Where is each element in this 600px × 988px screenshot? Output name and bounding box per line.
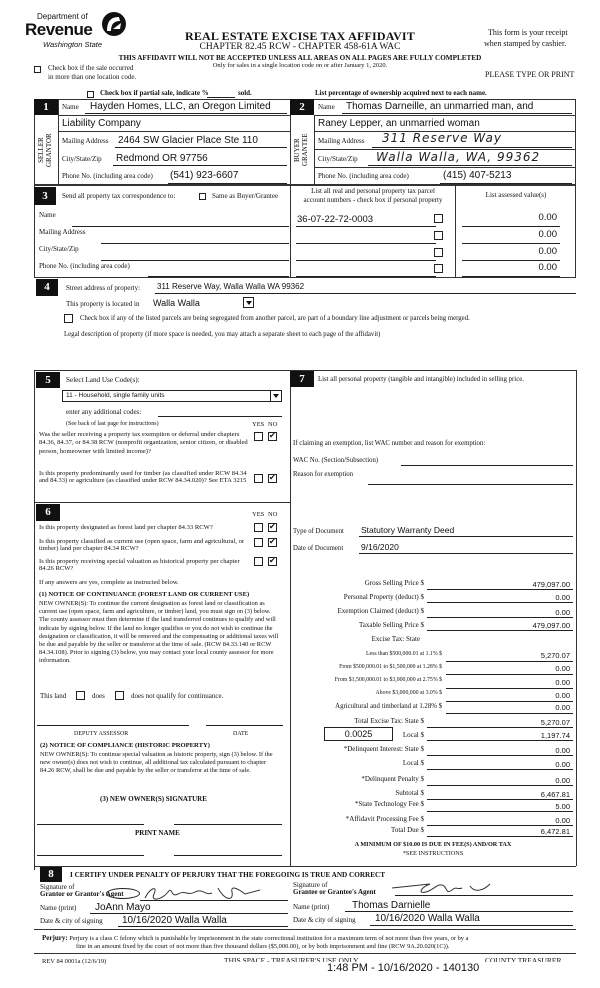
wac-number-label: WAC No. (Section/Subsection)	[293, 457, 379, 464]
agricultural-label: Agricultural and timberland at 1.28% $	[335, 703, 442, 710]
personal-property-deduct-label: Personal Property (deduct) $	[343, 593, 424, 601]
personal-property-deduct-input[interactable]: 0.00	[555, 593, 570, 602]
segregated-parcels-label: Check box if any of the listed parcels are being segregated from another parcel, are part of a boundary line adjustment or parcels being merged.	[80, 315, 470, 322]
correspondence-phone-input[interactable]	[148, 276, 289, 277]
send-correspondence-label: Send all property tax correspondence to:	[62, 192, 176, 200]
buyer-city-label: City/State/Zip	[318, 155, 358, 163]
tier2-label: From $500,000.01 to $1,500,000 at 1.28% $	[339, 664, 442, 670]
land-does-label: does	[92, 692, 105, 700]
land-use-select-value: 11 - Household, single family units	[66, 392, 165, 399]
land-use-select[interactable]	[62, 390, 282, 402]
if-yes-note: If any answers are yes, complete as instructed below.	[39, 579, 179, 586]
buyer-name-input[interactable]: Thomas Darneille, an unmarried man, and	[346, 101, 534, 112]
minimum-due-note: A MINIMUM OF $10.00 IS DUE IN FEE(S) AND/OR TAX	[354, 841, 512, 848]
seller-name-line2-input[interactable]: Liability Company	[62, 118, 141, 129]
seller-mailing-label: Mailing Address	[62, 137, 109, 145]
grantor-date-label: Date & city of signing	[40, 917, 103, 925]
document-type-label: Type of Document	[293, 528, 344, 535]
current-use-question: Is this property classified as current use (open space, farm and agricultural, or timber) land per chapter 84.34 RCW?	[39, 538, 245, 552]
street-address-input[interactable]: 311 Reserve Way, Walla Walla WA 99362	[157, 282, 305, 291]
grantee-date-input[interactable]: 10/16/2020 Walla Walla	[375, 913, 480, 924]
subtotal-input[interactable]: 6,467.81	[540, 790, 570, 799]
seller-grantor-label: SELLER GRANTOR	[37, 133, 53, 167]
historic-no-checkbox[interactable]	[268, 557, 277, 566]
partial-sale-sold-label: sold.	[238, 89, 252, 97]
buyer-grantee-label: BUYER GRANTEE	[293, 133, 309, 167]
personal-property-input[interactable]	[294, 388, 574, 434]
affidavit-processing-fee-label: *Affidavit Processing Fee $	[345, 815, 424, 823]
grantor-signature-label-2: Grantor or Grantor's Agent	[40, 890, 124, 898]
exemption-claim-label: If claiming an exemption, list WAC number and reason for exemption:	[293, 440, 486, 447]
deputy-assessor-signature[interactable]	[37, 725, 189, 726]
receipt-note-2: when stamped by cashier.	[484, 39, 567, 48]
personal-property-checkbox[interactable]	[434, 231, 443, 240]
new-owner-signature-title: (3) NEW OWNER(S) SIGNATURE	[100, 795, 207, 803]
assessed-header: List assessed value(s)	[485, 191, 547, 199]
buyer-mailing-input[interactable]: 311 Reserve Way	[382, 131, 502, 145]
forest-land-no-checkbox[interactable]	[268, 523, 277, 532]
correspondence-mailing-input[interactable]	[101, 243, 289, 244]
delinquent-interest-state-label: *Delinquent Interest: State $	[343, 745, 424, 753]
grantee-name-label: Name (print)	[293, 903, 330, 911]
section-3-number: 3	[34, 187, 56, 205]
notice-continuance-title: (1) NOTICE OF CONTINUANCE (FOREST LAND OR CURRENT USE)	[39, 591, 250, 598]
subtotal-label: Subtotal $	[395, 789, 424, 797]
see-instructions-note: *SEE INSTRUCTIONS	[402, 850, 464, 857]
select-land-use-label: Select Land Use Code(s):	[66, 376, 140, 384]
taxable-selling-price-label: Taxable Selling Price $	[358, 621, 424, 629]
partial-sale-percent-input[interactable]	[207, 97, 235, 98]
current-use-yes-checkbox[interactable]	[254, 538, 263, 547]
located-in-label: This property is located in	[66, 300, 140, 308]
tier4-input[interactable]: 0.00	[555, 691, 570, 700]
timber-question: Is this property predominantly used for timber (as classified under RCW 84.34 and 84.33) or agriculture (as classified under RCW 84.34.020)? See ETA 3215	[39, 470, 247, 484]
logo-line3: Washington State	[43, 40, 103, 49]
delinquent-interest-state-input[interactable]: 0.00	[555, 746, 570, 755]
grantor-name-label: Name (print)	[40, 904, 77, 912]
assessed-value-input[interactable]: 0.00	[538, 246, 557, 257]
perjury-label: Perjury:	[42, 934, 68, 942]
multi-location-checkbox[interactable]	[34, 66, 41, 73]
deputy-assessor-label: DEPUTY ASSESSOR	[74, 731, 129, 737]
delinquent-interest-local-input[interactable]: 0.00	[555, 760, 570, 769]
state-technology-fee-input[interactable]: 5.00	[555, 802, 570, 811]
correspondence-city-label: City/State/Zip	[39, 245, 79, 253]
legal-description-label: Legal description of property (if more space is needed, you may attach a separate sheet to each page of the affidavit)	[64, 331, 381, 338]
deputy-assessor-date[interactable]	[206, 725, 283, 726]
notice-compliance-text: NEW OWNER(S): To continue special valuation as historic property, sign (3) below. If the new owner(s) does not wish to continue, all additional tax calculated pursuant to chapter 84.26 RCW, shall be due and payable by the seller or transferor at the time of sale.	[40, 751, 273, 775]
document-type-input[interactable]: Statutory Warranty Deed	[361, 525, 455, 535]
date-label: DATE	[233, 731, 249, 737]
warning-banner: THIS AFFIDAVIT WILL NOT BE ACCEPTED UNLESS ALL AREAS ON ALL PAGES ARE FULLY COMPLETED	[118, 54, 482, 62]
section-8-number: 8	[40, 867, 62, 882]
local-tax-input[interactable]: 1,197.74	[540, 731, 570, 740]
state-technology-fee-label: *State Technology Fee $	[354, 800, 424, 808]
total-excise-state-label: Total Excise Tax: State $	[354, 717, 424, 725]
buyer-city-input[interactable]: Walla Walla, WA, 99362	[376, 150, 541, 164]
correspondence-phone-label: Phone No. (including area code)	[39, 262, 130, 270]
located-in-select[interactable]: Walla Walla	[153, 298, 200, 308]
notice-compliance-title: (2) NOTICE OF COMPLIANCE (HISTORIC PROPERTY)	[40, 742, 210, 749]
personal-property-checkbox[interactable]	[434, 248, 443, 257]
only-for-note: Only for sales in a single location code on or after January 1, 2020.	[212, 62, 388, 69]
county-treasurer-label: COUNTY TREASURER	[485, 956, 562, 962]
delinquent-penalty-input[interactable]: 0.00	[555, 776, 570, 785]
local-rate-value: 0.0025	[344, 729, 373, 739]
tier2-input[interactable]: 0.00	[555, 664, 570, 673]
exemption-yes-checkbox[interactable]	[254, 432, 263, 441]
section-1-number: 1	[34, 99, 58, 115]
section6-no-header: NO	[268, 511, 278, 518]
forest-land-question: Is this property designated as forest land per chapter 84.33 RCW?	[39, 524, 213, 531]
section-6-number: 6	[36, 504, 60, 521]
land-use-dropdown-arrow[interactable]	[270, 390, 282, 402]
personal-property-label: List all personal property (tangible and intangible) included in selling price.	[318, 376, 524, 383]
excise-tax-state-label: Excise Tax: State	[371, 635, 420, 643]
tier3-input[interactable]: 0.00	[555, 678, 570, 687]
form-number: REV 84 0001a (12/6/19)	[42, 958, 107, 965]
gross-selling-price-label: Gross Selling Price $	[364, 579, 424, 587]
same-as-buyer-label: Same as Buyer/Grantee	[212, 192, 279, 200]
perjury-notice	[42, 934, 468, 942]
perjury-text-1: Perjury is a class C felony which is punishable by imprisonment in the state correctional institution for a maximum term of not more than five years, or by a	[69, 935, 469, 942]
total-excise-state-input[interactable]: 5,270.07	[540, 718, 570, 727]
grantee-signature-label-1: Signature of	[293, 881, 328, 889]
correspondence-mailing-label: Mailing Address	[39, 228, 86, 236]
multi-location-label-2: in more than one location code.	[48, 73, 137, 81]
assessed-value-input[interactable]: 0.00	[538, 212, 557, 223]
seller-city-label: City/State/Zip	[62, 155, 102, 163]
timber-yes-checkbox[interactable]	[254, 474, 263, 483]
total-due-input[interactable]: 6,472.81	[540, 827, 570, 836]
logo-line2: Revenue	[25, 20, 93, 39]
grantor-date-input[interactable]: 10/16/2020 Walla Walla	[122, 915, 227, 926]
grantee-name-input[interactable]: Thomas Darnielle	[352, 900, 431, 911]
grantee-signature-label-2: Grantee or Grantee's Agent	[293, 888, 376, 896]
new-owner-print-name-1[interactable]	[37, 855, 144, 856]
section-5-number: 5	[36, 372, 60, 388]
forest-land-yes-checkbox[interactable]	[254, 523, 263, 532]
exemption-reason-label: Reason for exemption	[293, 471, 354, 478]
exemption-claimed-label: Exemption Claimed (deduct) $	[337, 607, 424, 615]
seller-phone-input[interactable]: (541) 923-6607	[170, 170, 239, 181]
additional-codes-label: enter any additional codes:	[66, 408, 142, 416]
new-owner-signature-2[interactable]	[174, 824, 282, 825]
form-subtitle: CHAPTER 82.45 RCW - CHAPTER 458-61A WAC	[199, 42, 401, 52]
total-due-label: Total Due $	[391, 826, 424, 834]
located-in-dropdown-arrow[interactable]	[243, 297, 254, 308]
form-title: REAL ESTATE EXCISE TAX AFFIDAVIT	[184, 29, 416, 43]
buyer-name-line2-input[interactable]: Raney Lepper, an unmarried woman	[318, 118, 480, 129]
seller-name-input[interactable]: Hayden Homes, LLC, an Oregon Limited	[90, 101, 271, 112]
perjury-text-2: fine in an amount fixed by the court of not more than five thousand dollars ($5,000.00), or by both imprisonment and fine (RCW 9A.20.020(1C)).	[76, 943, 450, 950]
exemption-claimed-input[interactable]: 0.00	[555, 608, 570, 617]
delinquent-interest-local-label: Local $	[402, 759, 424, 767]
legal-description-input[interactable]	[64, 341, 576, 367]
tier1-input[interactable]: 5,270.07	[540, 651, 570, 660]
exemption-question: Was the seller receiving a property tax exemption or deferral under chapters 84.36, 84.37, or 84.38 RCW (nonprofit organization, senior citizen, or disabled person, homeowner with limited income)?	[39, 431, 248, 455]
multi-location-label-1: Check box if the sale occurred	[48, 64, 134, 72]
please-type-label: PLEASE TYPE OR PRINT	[485, 70, 575, 79]
personal-property-checkbox[interactable]	[434, 264, 443, 273]
assessed-value-input[interactable]: 0.00	[538, 229, 557, 240]
partial-sale-label: Check box if partial sale, indicate %	[100, 89, 209, 97]
parcel-header-1: List all real and personal property tax parcel	[311, 187, 435, 195]
document-date-input[interactable]: 9/16/2020	[361, 542, 399, 552]
land-does-not-checkbox[interactable]	[115, 691, 124, 700]
buyer-mailing-label: Mailing Address	[318, 137, 365, 145]
section-7-number: 7	[290, 371, 314, 387]
tier4-label: Above $3,000,000 at 3.0% $	[375, 690, 442, 696]
wac-number-input[interactable]	[401, 465, 573, 466]
buyer-phone-input[interactable]: (415) 407-5213	[443, 170, 512, 181]
gross-selling-price-input[interactable]: 479,097.00	[532, 580, 570, 589]
same-as-buyer-checkbox[interactable]	[199, 193, 206, 200]
segregated-parcels-checkbox[interactable]	[64, 314, 73, 323]
treasurer-stamp: 1:48 PM - 10/16/2020 - 140130	[327, 962, 480, 974]
see-back-note: (See back of last page for instructions)	[66, 421, 159, 427]
exemption-reason-input[interactable]	[368, 484, 573, 485]
buyer-name-label: Name	[318, 103, 335, 111]
parcel-header-2: account numbers - check box if personal property	[303, 196, 443, 204]
street-address-label: Street address of property:	[66, 284, 141, 292]
delinquent-penalty-label: *Delinquent Penalty $	[361, 775, 424, 783]
no-header: NO	[268, 421, 278, 428]
correspondence-name-label: Name	[39, 211, 56, 219]
seller-phone-label: Phone No. (including area code)	[62, 172, 153, 180]
buyer-phone-label: Phone No. (including area code)	[318, 172, 409, 180]
land-does-checkbox[interactable]	[76, 691, 85, 700]
yes-header: YES	[252, 421, 265, 428]
certify-statement: I CERTIFY UNDER PENALTY OF PERJURY THAT THE FOREGOING IS TRUE AND CORRECT	[70, 871, 385, 879]
tier1-label: Less than $500,000.01 at 1.1% $	[366, 651, 442, 657]
tier3-label: From $1,500,000.01 to $3,000,000 at 2.75% $	[334, 677, 442, 683]
current-use-no-checkbox[interactable]	[268, 538, 277, 547]
local-rate-input[interactable]	[324, 727, 393, 741]
this-land-label: This land	[40, 692, 67, 700]
grantee-date-label: Date & city of signing	[293, 916, 356, 924]
section-4-number: 4	[36, 279, 58, 296]
grantor-name-input[interactable]: JoAnn Mayo	[95, 902, 151, 913]
personal-property-checkbox[interactable]	[434, 214, 443, 223]
section-2-number: 2	[290, 99, 314, 115]
agricultural-input[interactable]: 0.00	[555, 703, 570, 712]
local-tax-label: Local $	[402, 731, 424, 739]
assessed-value-input[interactable]: 0.00	[538, 262, 557, 273]
treasurer-space-label: THIS SPACE - TREASURER'S USE ONLY	[224, 956, 359, 962]
timber-no-checkbox[interactable]	[268, 474, 277, 483]
section6-yes-header: YES	[252, 511, 265, 518]
parcel-number-input[interactable]: 36-07-22-72-0003	[297, 214, 374, 225]
receipt-note-1: This form is your receipt	[488, 28, 568, 37]
taxable-selling-price-input[interactable]: 479,097.00	[532, 621, 570, 630]
notice-continuance-text: NEW OWNER(S): To continue the current designation as forest land or classification as current use (open space, farm and agriculture, or timber) land, you must sign on (3) below. The county assessor must then determine if the land transferred continues to qualify and will indicate by signing below. If the land no longer qualifies or you do not wish to continue the designation or classification, it will be removed and the compensating or additional taxes will be due and payable by the seller or transferor at the time of sale. (RCW 84.33.140 or RCW 84.34.108). Prior to signing (3) below, you may contact your local county assessor for more information.	[39, 600, 279, 665]
logo-line1: Department of	[37, 12, 88, 21]
correspondence-name-input[interactable]	[72, 226, 289, 227]
grantor-signature-label-1: Signature of	[40, 883, 75, 891]
new-owner-print-name-2[interactable]	[174, 855, 282, 856]
print-name-label: PRINT NAME	[135, 829, 180, 837]
seller-city-input[interactable]: Redmond OR 97756	[116, 153, 208, 164]
grantor-agent-circle	[106, 888, 140, 899]
partial-sale-checkbox[interactable]	[87, 91, 94, 98]
new-owner-signature-1[interactable]	[37, 824, 144, 825]
seller-name-label: Name	[62, 103, 79, 111]
correspondence-city-input[interactable]	[101, 260, 289, 261]
exemption-no-checkbox[interactable]	[268, 432, 277, 441]
land-does-not-label: does not qualify for continuance.	[131, 692, 224, 700]
seller-mailing-input[interactable]: 2464 SW Glacier Place Ste 110	[118, 135, 258, 146]
ownership-note: List percentage of ownership acquired next to each name.	[315, 89, 487, 97]
additional-codes-input[interactable]	[158, 416, 282, 417]
document-date-label: Date of Document	[293, 545, 344, 552]
grantor-signature[interactable]	[140, 880, 290, 906]
affidavit-processing-fee-input[interactable]: 0.00	[555, 816, 570, 825]
historic-yes-checkbox[interactable]	[254, 557, 263, 566]
historic-question: Is this property receiving special valuation as historical property per chapter 84.26 RCW?	[39, 558, 240, 572]
